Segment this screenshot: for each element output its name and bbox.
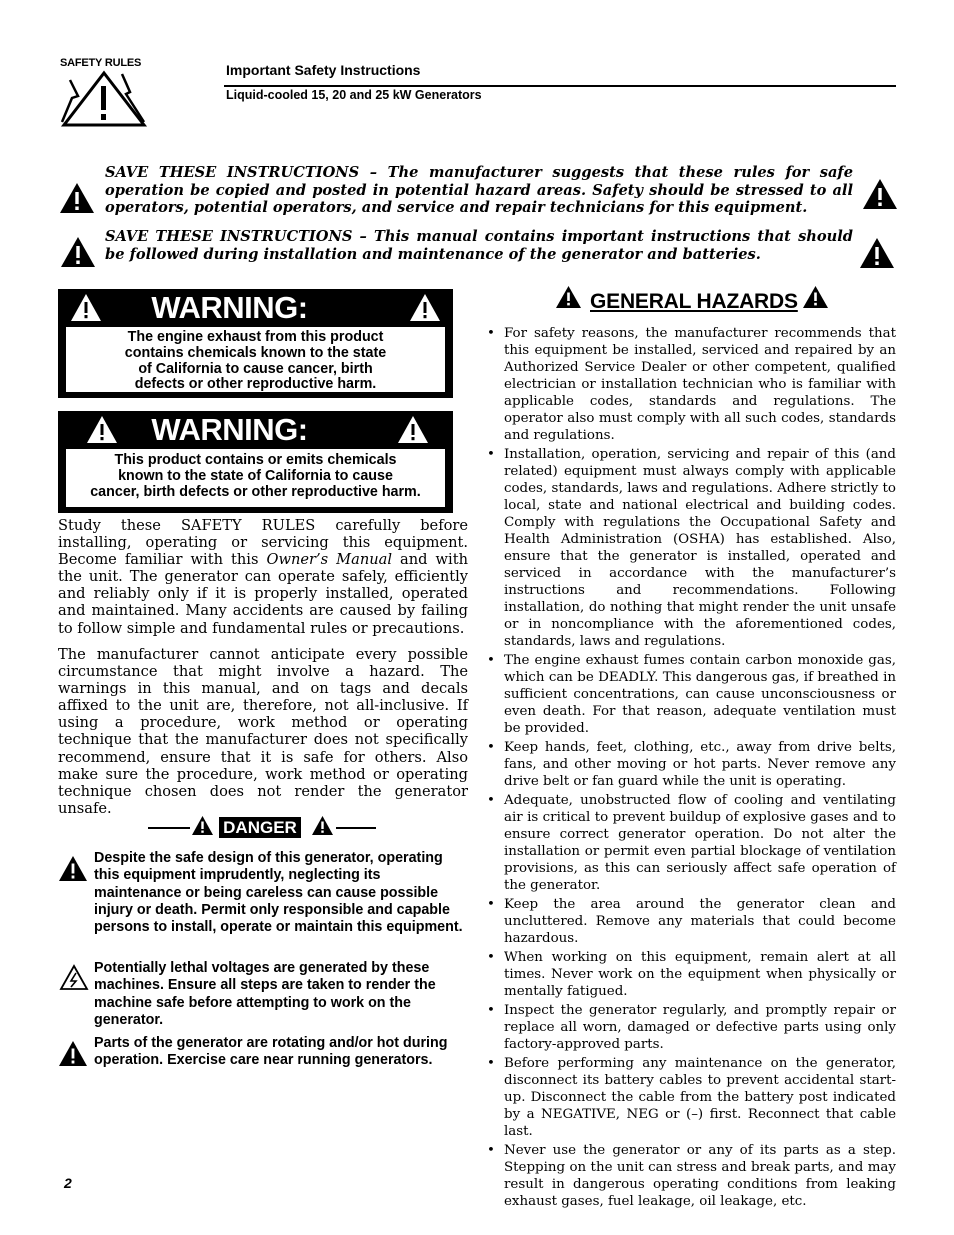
warning-triangle-icon: [58, 855, 88, 882]
header-rule: [224, 85, 896, 87]
danger-item: Parts of the generator are rotating and/or hot during operation. Exercise care near running generators.: [94, 1035, 448, 1069]
list-item: • Keep hands, feet, clothing, etc., away from drive belts, fans, and other moving or hot parts. Never remove any drive belt or fan guard while the unit is operating.: [486, 739, 896, 790]
list-item: • The engine exhaust fumes contain carbon monoxide gas, which can be DEADLY. This dangerous gas, if breathed in sufficient concentrations, can cause unconsciousness or even death. For that reason, adequate ventilation must be provided.: [486, 652, 896, 737]
page-subtitle: Liquid-cooled 15, 20 and 25 kW Generators: [226, 88, 482, 102]
warning-triangle-icon: [859, 237, 895, 269]
warning-triangle-icon: [555, 285, 582, 309]
page-number: 2: [64, 1175, 72, 1191]
list-item: • Adequate, unobstructed flow of cooling and ventilating air is critical to prevent buildup of explosive gases and to ensure correct generator operation. Do not alter the installation or permit even partial blockage of ventilation provisions, as this can seriously affect safe operation of the generator.: [486, 792, 896, 894]
intro-paragraph-1: Study these SAFETY RULES carefully before installing, operating or servicing this equipment. Become familiar with this Owner’s Manual and with the unit. The generator can operate safely, efficiently and reliably only if it is properly installed, operated and maintained. Many accidents are caused by failing to follow simple and fundamental rules or precautions.: [58, 517, 468, 637]
warning-triangle-icon: [397, 415, 429, 444]
list-item: • Before performing any maintenance on the generator, disconnect its battery cables to prevent accidental start-up. Disconnect the cable from the battery post indicated by a NEGATIVE, NEG or (–) first. Reconnect that cable last.: [486, 1055, 896, 1140]
general-hazards-list: [486, 325, 896, 1212]
warning-box-chemicals: [58, 411, 453, 513]
list-item: • Keep the area around the generator clean and uncluttered. Remove any materials that could become hazardous.: [486, 896, 896, 947]
danger-rule-right: [336, 827, 376, 829]
warning-triangle-icon: [191, 815, 214, 836]
page-title: Important Safety Instructions: [226, 62, 421, 78]
list-item: • When working on this equipment, remain alert at all times. Never work on the equipment when physically or mentally fatigued.: [486, 949, 896, 1000]
warning-triangle-icon: [409, 293, 441, 322]
warning-box-exhaust: [58, 289, 453, 398]
intro-paragraph-2: The manufacturer cannot anticipate every possible circumstance that might involve a hazard. The warnings in this manual, and on tags and decals affixed to the unit are, therefore, not all-inclusive. If using a procedure, work method or operating technique that the manufacturer does not specifically recommend, ensure that it is safe for others. Also make sure the procedure, work method or operating technique chosen does not render the generator unsafe.: [58, 646, 468, 817]
warning-text: The engine exhaust from this product contains chemicals known to the state of California to cause cancer, birth defects or other reproductive harm.: [66, 327, 445, 392]
warning-heading: WARNING:: [151, 412, 308, 447]
save-instructions-2: SAVE THESE INSTRUCTIONS – This manual contains important instructions that should be followed during installation and maintenance of the generator and batteries.: [105, 228, 853, 263]
warning-triangle-icon: [58, 1040, 88, 1067]
section-label: SAFETY RULES: [60, 57, 142, 69]
warning-triangle-icon: [311, 815, 334, 836]
list-item: • Never use the generator or any of its parts as a step. Stepping on the unit can stress and break parts, and may result in dangerous operating conditions from leaking exhaust gases, fuel leakage, oil leakage, etc.: [486, 1142, 896, 1210]
warning-text: This product contains or emits chemicals known to the state of California to cause cancer, birth defects or other reproductive harm.: [66, 449, 445, 507]
danger-label: DANGER: [219, 817, 301, 838]
warning-triangle-icon: [60, 236, 96, 268]
danger-item: Potentially lethal voltages are generated by these machines. Ensure all steps are taken to render the machine safe before attempting to work on the generator.: [94, 960, 436, 1028]
list-item: • For safety reasons, the manufacturer recommends that this equipment be installed, serviced and repaired by an Authorized Service Dealer or other competent, qualified electrician or installation technician who is familiar with applicable codes, standards and regulations. The operator also must comply with all such codes, standards and regulations.: [486, 325, 896, 444]
warning-triangle-icon: [802, 285, 829, 309]
warning-triangle-icon: [59, 182, 95, 214]
list-item: • Inspect the generator regularly, and promptly repair or replace all worn, damaged or defective parts using only factory-approved parts.: [486, 1002, 896, 1053]
electrical-hazard-icon: [60, 70, 148, 128]
warning-triangle-icon: [862, 178, 898, 210]
electrical-hazard-icon: [59, 964, 89, 991]
danger-rule-left: [148, 827, 190, 829]
general-hazards-title: GENERAL HAZARDS: [590, 290, 798, 313]
warning-heading: WARNING:: [151, 290, 308, 325]
save-instructions-1: SAVE THESE INSTRUCTIONS – The manufacturer suggests that these rules for safe operation be copied and posted in potential hazard areas. Safety should be stressed to all operators, potential operators, and service and repair technicians for this equipment.: [105, 164, 853, 217]
list-item: • Installation, operation, servicing and repair of this (and related) equipment must always comply with applicable codes, standards, laws and regulations. Adhere strictly to local, state and national electrical and building codes. Comply with regulations the Occupational Safety and Health Administration (OSHA) has established. Also, ensure that the generator is installed, operated and serviced in accordance with the manufacturer’s instructions and recommendations. Following installation, do nothing that might render the unit unsafe or in noncompliance with the aforementioned codes, standards, laws and regulations.: [486, 446, 896, 650]
danger-item: Despite the safe design of this generator, operating this equipment imprudently, neglecting its maintenance or being careless can cause possible injury or death. Permit only responsible and capable persons to install, operate or maintain this equipment.: [94, 850, 463, 936]
